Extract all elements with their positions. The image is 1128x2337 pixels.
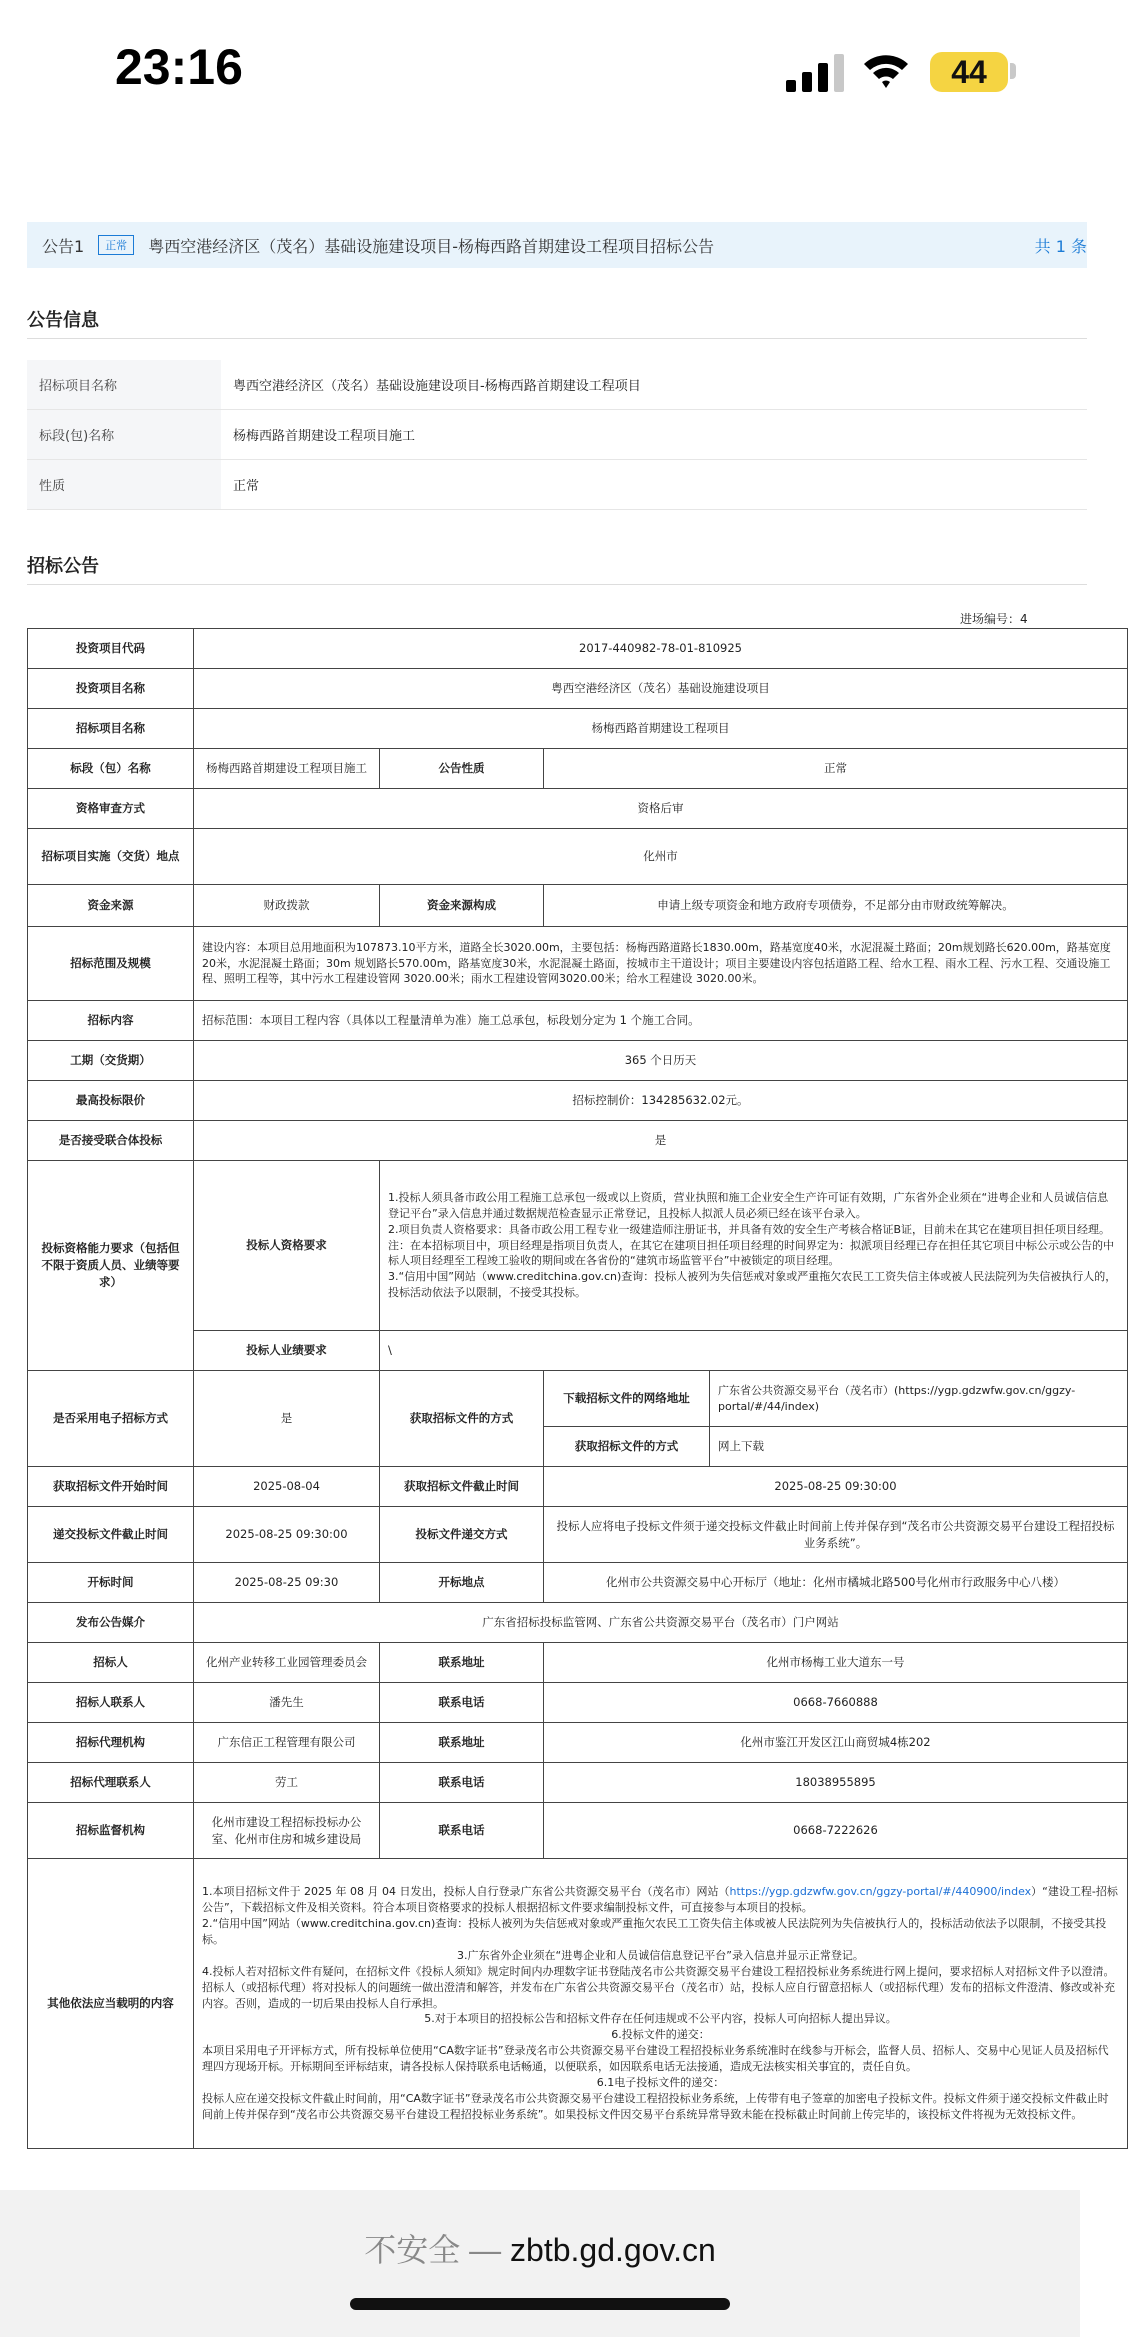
cell-value: 2025-08-25 09:30 — [194, 1563, 380, 1603]
cell-value — [380, 1161, 1128, 1331]
info-key: 招标项目名称 — [27, 360, 221, 410]
battery-indicator: 44 — [930, 52, 1008, 92]
table-row — [28, 927, 1128, 1001]
cell-value: 365 个日历天 — [194, 1041, 1128, 1081]
table-row — [28, 1041, 1128, 1081]
info-value: 粤西空港经济区（茂名）基础设施建设项目-杨梅西路首期建设工程项目 — [221, 360, 1087, 410]
cell-key: 资格审查方式 — [28, 789, 194, 829]
cell-key: 联系电话 — [380, 1803, 544, 1859]
paragraph: 6.投标文件的递交： — [611, 2028, 710, 2042]
table-row — [28, 1643, 1128, 1683]
cell-value: 粤西空港经济区（茂名）基础设施建设项目 — [194, 669, 1128, 709]
requirement-text: 注：在本招标项目中，项目经理是指项目负责人，在其它在建项目担任项目经理的时间界定为：拟派项目经理已存在担任其它项目中标公示或公告的中标人项目经理至工程竣工验收的期间或在各省份的“建筑市场监管平台”中被锁定的项目经理。 — [388, 1238, 1114, 1268]
table-row — [28, 1081, 1128, 1121]
paragraph: 3.广东省外企业须在“进粤企业和人员诚信信息登记平台”录入信息并显示正常登记。 — [457, 1948, 864, 1962]
cell-value: 2025-08-25 09:30:00 — [194, 1507, 380, 1563]
home-indicator[interactable] — [350, 2298, 730, 2310]
portal-link[interactable]: https://ygp.gdzwfw.gov.cn/ggzy-portal/#/440900/index — [729, 1884, 1032, 1898]
table-row — [28, 1467, 1128, 1507]
cell-key: 投标人业绩要求 — [194, 1331, 380, 1371]
cell-key: 投标人资格要求 — [194, 1161, 380, 1331]
table-row — [28, 1161, 1128, 1331]
info-row — [27, 410, 1087, 460]
cell-value: 资格后审 — [194, 789, 1128, 829]
cell-value: 广东信正工程管理有限公司 — [194, 1723, 380, 1763]
cell-key: 投资项目代码 — [28, 629, 194, 669]
table-row — [28, 1683, 1128, 1723]
cell-key: 获取招标文件开始时间 — [28, 1467, 194, 1507]
cell-key: 招标范围及规模 — [28, 927, 194, 1001]
table-row — [28, 885, 1128, 927]
address-bar[interactable] — [0, 2225, 1080, 2271]
announcement-table — [27, 628, 1128, 2149]
web-content — [0, 140, 1118, 2190]
cell-key: 投标文件递交方式 — [380, 1507, 544, 1563]
paragraph — [202, 1884, 1119, 1916]
info-row — [27, 360, 1087, 410]
download-url[interactable]: 广东省公共资源交易平台（茂名市）(https://ygp.gdzwfw.gov.cn/ggzy-portal/#/44/index) — [710, 1371, 1128, 1427]
notice-title[interactable]: 粤西空港经济区（茂名）基础设施建设项目-杨梅西路首期建设工程项目招标公告 — [148, 236, 714, 256]
notice-header-bar[interactable] — [27, 222, 1087, 268]
info-row — [27, 460, 1087, 510]
table-row — [28, 829, 1128, 885]
cell-value: \ — [380, 1331, 1128, 1371]
notice-index: 公告1 — [42, 236, 85, 256]
cell-key: 资金来源 — [28, 885, 194, 927]
cell-value: 0668-7660888 — [544, 1683, 1128, 1723]
cell-key: 招标代理机构 — [28, 1723, 194, 1763]
cell-value: 化州市公共资源交易中心开标厅（地址：化州市橘城北路500号化州市行政服务中心八楼） — [544, 1563, 1128, 1603]
cell-key: 开标时间 — [28, 1563, 194, 1603]
info-value: 正常 — [221, 460, 1087, 510]
table-row — [28, 1001, 1128, 1041]
cell-value: 是 — [194, 1371, 380, 1467]
cell-value: 0668-7222626 — [544, 1803, 1128, 1859]
divider — [27, 338, 1087, 339]
cell-value: 网上下载 — [710, 1427, 1128, 1467]
cell-value: 正常 — [544, 749, 1128, 789]
section-title-announce: 招标公告 — [27, 556, 99, 577]
cell-value: 杨梅西路首期建设工程项目施工 — [194, 749, 380, 789]
cell-value: 招标控制价：134285632.02元。 — [194, 1081, 1128, 1121]
requirement-text: 2.项目负责人资格要求：具备市政公用工程专业一级建造师注册证书，并具备有效的安全生产考核合格证B证，目前未在其它在建项目担任项目经理。 — [388, 1222, 1111, 1236]
table-row — [28, 1763, 1128, 1803]
cell-value: 是 — [194, 1121, 1128, 1161]
paragraph: 6.1电子投标文件的递交： — [596, 2076, 725, 2090]
cell-value: 化州市 — [194, 829, 1128, 885]
cell-key: 投资项目名称 — [28, 669, 194, 709]
cell-value: 化州市杨梅工业大道东一号 — [544, 1643, 1128, 1683]
cell-value: 化州市鉴江开发区江山商贸城4栋202 — [544, 1723, 1128, 1763]
entry-code: 进场编号：4 — [960, 612, 1028, 626]
cell-value: 申请上级专项资金和地方政府专项债券，不足部分由市财政统筹解决。 — [544, 885, 1128, 927]
cell-value: 杨梅西路首期建设工程项目 — [194, 709, 1128, 749]
cell-key: 标段（包）名称 — [28, 749, 194, 789]
cell-key: 投标资格能力要求（包括但不限于资质人员、业绩等要求） — [28, 1161, 194, 1371]
cell-key: 获取招标文件的方式 — [380, 1371, 544, 1467]
paragraph: 4.投标人若对招标文件有疑问，在招标文件《投标人须知》规定时间内办理数字证书登陆茂名市公共资源交易平台建设工程招投标业务系统进行网上提问，要求招标人对招标文件予以澄清。招标人（或招标代理）将对投标人的问题统一做出澄清和解答，并发布在广东省公共资源交易平台（茂名市）站，投标人应自行留意招标人（或招标代理）发布的招标文件澄清、修改或补充内容。否则，造成的一切后果由投标人自行承担。 — [202, 1964, 1115, 2010]
table-row — [28, 1859, 1128, 2149]
cell-key: 是否接受联合体投标 — [28, 1121, 194, 1161]
status-tag: 正常 — [98, 235, 134, 255]
cell-key: 招标人 — [28, 1643, 194, 1683]
table-row — [28, 1563, 1128, 1603]
table-row — [28, 669, 1128, 709]
wifi-icon — [862, 50, 910, 92]
cell-key: 联系地址 — [380, 1643, 544, 1683]
table-row — [28, 749, 1128, 789]
section-title-info: 公告信息 — [27, 310, 99, 331]
status-bar — [0, 0, 1080, 140]
cell-key: 工期（交货期） — [28, 1041, 194, 1081]
cell-value: 投标人应将电子投标文件须于递交投标文件截止时间前上传并保存到“茂名市公共资源交易平台建设工程招投标业务系统”。 — [544, 1507, 1128, 1563]
cell-value: 广东省招标投标监管网、广东省公共资源交易平台（茂名市）门户网站 — [194, 1603, 1128, 1643]
cell-value: 2025-08-25 09:30:00 — [544, 1467, 1128, 1507]
table-row — [28, 1723, 1128, 1763]
paragraph: 本项目采用电子开评标方式，所有投标单位使用“CA数字证书”登录茂名市公共资源交易平台建设工程招投标业务系统准时在线参与开标会，监督人员、招标人、交易中心见证人员及招标代理四方现场开标。开标期间至评标结束，请各投标人保持联系电话畅通，以便联系，如因联系电话无法接通，造成无法核实相关事宜的，责任自负。 — [202, 2044, 1109, 2074]
cell-key: 获取招标文件截止时间 — [380, 1467, 544, 1507]
cell-key: 是否采用电子招标方式 — [28, 1371, 194, 1467]
cell-value: 财政拨款 — [194, 885, 380, 927]
paragraph-text: ）“建设工程-招标公告”，下载招标文件及相关资料。符合本项目资格要求的投标人根据招标文件要求编制投标文件，可直接参与本项目的投标。 — [202, 1884, 1118, 1914]
cell-key: 资金来源构成 — [380, 885, 544, 927]
total-count: 共 1 条 — [1034, 236, 1087, 256]
insecure-label: 不安全 — — [364, 2232, 502, 2268]
table-row — [28, 629, 1128, 669]
url-domain: zbtb.gd.gov.cn — [510, 2232, 716, 2268]
cell-key: 联系地址 — [380, 1723, 544, 1763]
cell-key: 招标内容 — [28, 1001, 194, 1041]
table-row — [28, 1603, 1128, 1643]
cell-key: 联系电话 — [380, 1763, 544, 1803]
cell-key: 招标监督机构 — [28, 1803, 194, 1859]
cell-value: 建设内容：本项目总用地面积为107873.10平方米，道路全长3020.00m，主要包括：杨梅西路道路长1830.00m，路基宽度40米，水泥混凝土路面；20m规划路长620.00m，路基宽度20米，水泥混凝土路面；30m 规划路长570.00m，路基宽度30米，水泥混凝土路面，按城市主干道设计；项目主要建设内容包括道路工程、给水工程、雨水工程、污水工程、交通设施工程、照明工程等，其中污水工程建设管网 3020.00米；雨水工程建设管网3020.00米；给水工程建设 3020.00米。 — [194, 927, 1128, 1001]
signal-icon — [786, 52, 844, 92]
paragraph: 5.对于本项目的招投标公告和招标文件存在任何违规或不公平内容，投标人可向招标人提出异议。 — [424, 2012, 897, 2026]
cell-key: 公告性质 — [380, 749, 544, 789]
cell-key: 递交投标文件截止时间 — [28, 1507, 194, 1563]
cell-key: 招标代理联系人 — [28, 1763, 194, 1803]
clock: 23:16 — [115, 39, 243, 95]
table-row — [28, 1507, 1128, 1563]
table-row — [28, 1371, 1128, 1427]
paragraph: 2.“信用中国”网站（www.creditchina.gov.cn)查询：投标人被列为失信惩戒对象或严重拖欠农民工工资失信主体或被人民法院列为失信被执行人的，投标活动依法予以限制，不接受其投标。 — [202, 1916, 1107, 1946]
table-row — [28, 1121, 1128, 1161]
table-row — [28, 709, 1128, 749]
cell-value — [194, 1859, 1128, 2149]
table-row — [28, 1803, 1128, 1859]
paragraph: 投标人应在递交投标文件截止时间前，用“CA数字证书”登录茂名市公共资源交易平台建设工程招投标业务系统，上传带有电子签章的加密电子投标文件。投标文件须于递交投标文件截止时间前上传并保存到“茂名市公共资源交易平台建设工程招投标业务系统”。如果投标文件因交易平台系统异常导致未能在投标截止时间前上传完毕的，该投标文件将视为无效投标文件。 — [202, 2092, 1109, 2122]
cell-value: 2017-440982-78-01-810925 — [194, 629, 1128, 669]
cell-key: 联系电话 — [380, 1683, 544, 1723]
info-key: 性质 — [27, 460, 221, 510]
cell-key: 下载招标文件的网络地址 — [544, 1371, 710, 1427]
cell-value: 18038955895 — [544, 1763, 1128, 1803]
cell-key: 最高投标限价 — [28, 1081, 194, 1121]
requirement-text: 3.“信用中国”网站（www.creditchina.gov.cn)查询：投标人被列为失信惩戒对象或严重拖欠农民工工资失信主体或被人民法院列为失信被执行人的，投标活动依法予以限制，不接受其投标。 — [388, 1270, 1117, 1300]
info-table — [27, 360, 1087, 510]
cell-value: 招标范围：本项目工程内容（具体以工程量清单为准）施工总承包，标段划分定为 1 个施工合同。 — [194, 1001, 1128, 1041]
requirement-text: 1.投标人须具备市政公用工程施工总承包一级或以上资质，营业执照和施工企业安全生产许可证有效期，广东省外企业须在“进粤企业和人员诚信信息登记平台”录入信息并通过数据规范检查显示正常登记，且投标人拟派人员必须已经在该平台录入。 — [388, 1190, 1109, 1220]
battery-tip — [1010, 63, 1016, 79]
cell-key: 招标人联系人 — [28, 1683, 194, 1723]
cell-key: 招标项目实施（交货）地点 — [28, 829, 194, 885]
paragraph-text: 1.本项目招标文件于 2025 年 08 月 04 日发出，投标人自行登录广东省公共资源交易平台（茂名市）网站（ — [202, 1884, 730, 1898]
cell-key: 其他依法应当载明的内容 — [28, 1859, 194, 2149]
table-row — [28, 789, 1128, 829]
cell-value: 劳工 — [194, 1763, 380, 1803]
cell-key: 招标项目名称 — [28, 709, 194, 749]
cell-key: 发布公告媒介 — [28, 1603, 194, 1643]
cell-value: 2025-08-04 — [194, 1467, 380, 1507]
info-value: 杨梅西路首期建设工程项目施工 — [221, 410, 1087, 460]
cell-value: 潘先生 — [194, 1683, 380, 1723]
divider — [27, 584, 1087, 585]
cell-value: 化州产业转移工业园管理委员会 — [194, 1643, 380, 1683]
cell-value: 化州市建设工程招标投标办公室、化州市住房和城乡建设局 — [194, 1803, 380, 1859]
cell-key: 开标地点 — [380, 1563, 544, 1603]
info-key: 标段(包)名称 — [27, 410, 221, 460]
cell-key: 获取招标文件的方式 — [544, 1427, 710, 1467]
